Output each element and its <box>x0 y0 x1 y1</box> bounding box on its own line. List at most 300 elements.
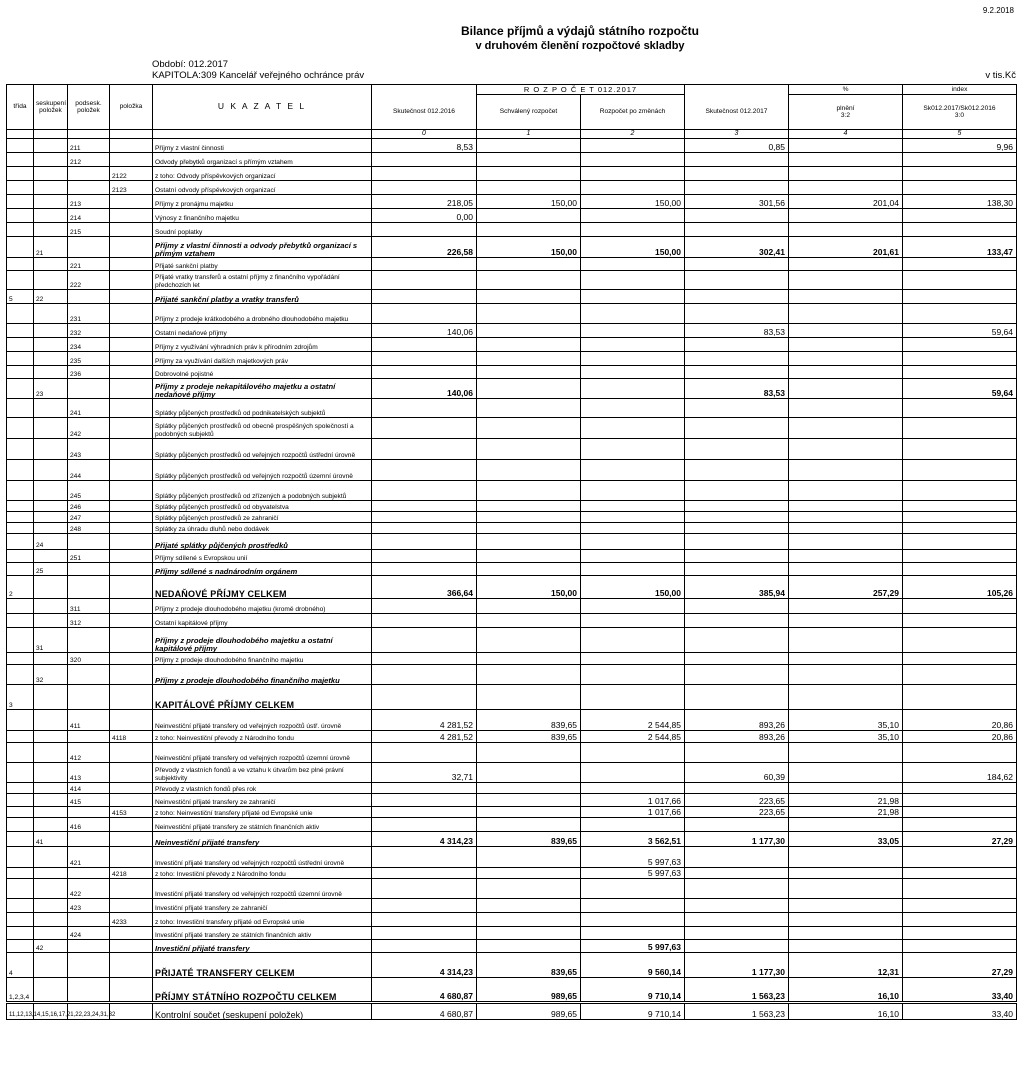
report-date: 9.2.2018 <box>982 6 1014 15</box>
cell-skutecnost-2017 <box>685 181 789 195</box>
cell-seskupeni <box>34 439 68 460</box>
cell-trida <box>7 209 34 223</box>
table-row <box>7 290 1017 304</box>
cell-plneni <box>789 271 903 290</box>
col-header-skutecnost-2016: Skutečnost 012.2016 <box>372 95 477 130</box>
cell-index <box>903 399 1017 418</box>
cell-po-zmenach: 150,00 <box>581 576 685 599</box>
cell-ukazatel: z toho: Investiční transfery přijaté od Evropské unie <box>153 913 372 927</box>
cell-trida <box>7 731 34 743</box>
cell-trida <box>7 534 34 550</box>
cell-seskupeni: 23 <box>34 379 68 399</box>
cell-podseskupeni <box>68 167 110 181</box>
col-number-5: 5 <box>903 130 1017 139</box>
cell-seskupeni <box>34 710 68 731</box>
cell-index <box>903 534 1017 550</box>
cell-polozka <box>110 614 153 628</box>
cell-ukazatel: Příjmy z prodeje dlouhodobého majetku (kromě drobného) <box>153 599 372 614</box>
cell-index: 20,86 <box>903 710 1017 731</box>
cell-plneni <box>789 847 903 868</box>
cell-trida <box>7 665 34 685</box>
cell-seskupeni <box>34 366 68 379</box>
cell-plneni <box>789 460 903 481</box>
cell-schvaleny <box>477 868 581 879</box>
col-number-2: 2 <box>581 130 685 139</box>
cell-index <box>903 685 1017 710</box>
cell-po-zmenach <box>581 685 685 710</box>
cell-ukazatel: Příjmy z prodeje krátkodobého a drobného dlouhodobého majetku <box>153 304 372 324</box>
cell-schvaleny <box>477 614 581 628</box>
cell-plneni <box>789 653 903 665</box>
table-row <box>7 818 1017 832</box>
cell-polozka <box>110 783 153 794</box>
cell-trida <box>7 614 34 628</box>
cell-schvaleny <box>477 418 581 439</box>
cell-polozka <box>110 763 153 783</box>
table-body <box>7 139 1017 1020</box>
cell-skutecnost-2016 <box>372 940 477 953</box>
cell-skutecnost-2016 <box>372 399 477 418</box>
cell-index <box>903 807 1017 818</box>
cell-podseskupeni <box>68 563 110 576</box>
cell-polozka <box>110 153 153 167</box>
col-header-trida: třída <box>7 85 34 130</box>
table-row <box>7 879 1017 899</box>
cell-plneni <box>789 523 903 534</box>
cell-skutecnost-2016 <box>372 818 477 832</box>
cell-trida <box>7 167 34 181</box>
cell-podseskupeni: 231 <box>68 304 110 324</box>
cell-ukazatel: Přijaté vratky transferů a ostatní příjmy z finančního vypořádání předchozích let <box>153 271 372 290</box>
cell-podseskupeni: 413 <box>68 763 110 783</box>
cell-seskupeni <box>34 512 68 523</box>
cell-ukazatel: Splátky půjčených prostředků od zřízených a podobných subjektů <box>153 481 372 501</box>
cell-skutecnost-2016 <box>372 523 477 534</box>
col-header-po-zmenach: Rozpočet po změnách <box>581 95 685 130</box>
cell-seskupeni <box>34 258 68 271</box>
cell-schvaleny: 839,65 <box>477 953 581 978</box>
cell-polozka <box>110 338 153 352</box>
cell-plneni: 16,10 <box>789 978 903 1003</box>
cell-podseskupeni <box>68 576 110 599</box>
table-row <box>7 953 1017 978</box>
cell-plneni <box>789 139 903 153</box>
cell-po-zmenach <box>581 599 685 614</box>
cell-skutecnost-2016: 0,00 <box>372 209 477 223</box>
cell-polozka <box>110 653 153 665</box>
report-unit: v tis.Kč <box>985 70 1016 81</box>
cell-skutecnost-2017: 223,65 <box>685 794 789 807</box>
cell-schvaleny <box>477 481 581 501</box>
cell-schvaleny <box>477 628 581 653</box>
cell-podseskupeni <box>68 379 110 399</box>
cell-seskupeni <box>34 209 68 223</box>
cell-polozka <box>110 352 153 366</box>
table-row <box>7 304 1017 324</box>
cell-podseskupeni: 422 <box>68 879 110 899</box>
cell-index: 133,47 <box>903 237 1017 258</box>
cell-schvaleny <box>477 794 581 807</box>
cell-polozka <box>110 794 153 807</box>
cell-trida <box>7 879 34 899</box>
cell-index <box>903 879 1017 899</box>
cell-skutecnost-2016: 4 680,87 <box>372 1003 477 1020</box>
cell-polozka <box>110 379 153 399</box>
cell-podseskupeni: 234 <box>68 338 110 352</box>
cell-plneni <box>789 550 903 563</box>
cell-skutecnost-2016 <box>372 614 477 628</box>
table-row <box>7 783 1017 794</box>
cell-seskupeni: 21 <box>34 237 68 258</box>
cell-ukazatel: Příjmy z využívání výhradních práv k přírodním zdrojům <box>153 338 372 352</box>
cell-skutecnost-2017: 893,26 <box>685 731 789 743</box>
cell-seskupeni <box>34 523 68 534</box>
cell-podseskupeni: 311 <box>68 599 110 614</box>
cell-trida: 11,12,13,14,15,16,17,21,22,23,24,31,32 <box>7 1003 34 1020</box>
cell-polozka: 4153 <box>110 807 153 818</box>
cell-skutecnost-2016: 140,06 <box>372 324 477 338</box>
report-chapter: KAPITOLA:309 Kancelář veřejného ochránce práv <box>152 70 365 81</box>
cell-skutecnost-2017 <box>685 783 789 794</box>
cell-skutecnost-2017: 1 563,23 <box>685 1003 789 1020</box>
cell-polozka <box>110 899 153 913</box>
cell-schvaleny <box>477 563 581 576</box>
cell-skutecnost-2017 <box>685 418 789 439</box>
table-row <box>7 665 1017 685</box>
cell-seskupeni <box>34 481 68 501</box>
col-number-1: 1 <box>477 130 581 139</box>
cell-po-zmenach <box>581 290 685 304</box>
cell-trida <box>7 794 34 807</box>
cell-seskupeni <box>34 338 68 352</box>
cell-ukazatel: Splátky půjčených prostředků od veřejných rozpočtů ústřední úrovně <box>153 439 372 460</box>
cell-ukazatel: Ostatní nedaňové příjmy <box>153 324 372 338</box>
cell-podseskupeni: 248 <box>68 523 110 534</box>
cell-seskupeni <box>34 399 68 418</box>
cell-skutecnost-2017 <box>685 818 789 832</box>
cell-podseskupeni <box>68 953 110 978</box>
cell-schvaleny <box>477 653 581 665</box>
cell-index <box>903 460 1017 481</box>
table-row <box>7 685 1017 710</box>
cell-po-zmenach: 9 710,14 <box>581 978 685 1003</box>
cell-skutecnost-2016 <box>372 927 477 940</box>
cell-po-zmenach <box>581 181 685 195</box>
cell-skutecnost-2017 <box>685 338 789 352</box>
cell-skutecnost-2016 <box>372 685 477 710</box>
cell-index <box>903 366 1017 379</box>
cell-po-zmenach <box>581 324 685 338</box>
report-title-block <box>330 24 830 54</box>
cell-po-zmenach <box>581 563 685 576</box>
cell-skutecnost-2016 <box>372 665 477 685</box>
table-row <box>7 832 1017 847</box>
cell-plneni <box>789 868 903 879</box>
cell-polozka <box>110 324 153 338</box>
cell-plneni <box>789 501 903 512</box>
cell-index <box>903 439 1017 460</box>
cell-seskupeni <box>34 501 68 512</box>
cell-plneni <box>789 763 903 783</box>
cell-trida <box>7 512 34 523</box>
cell-trida <box>7 743 34 763</box>
cell-seskupeni <box>34 167 68 181</box>
cell-trida <box>7 807 34 818</box>
cell-ukazatel: Splátky půjčených prostředků od obecně prospěšných společností a podobných subjektů <box>153 418 372 439</box>
cell-trida <box>7 653 34 665</box>
cell-ukazatel: Ostatní odvody příspěvkových organizací <box>153 181 372 195</box>
cell-podseskupeni: 412 <box>68 743 110 763</box>
cell-po-zmenach <box>581 418 685 439</box>
cell-polozka <box>110 710 153 731</box>
cell-ukazatel: Kontrolní součet (seskupení položek) <box>153 1003 372 1020</box>
cell-skutecnost-2016: 4 281,52 <box>372 710 477 731</box>
plneni-formula: 3:2 <box>840 112 851 119</box>
cell-polozka <box>110 927 153 940</box>
cell-schvaleny <box>477 460 581 481</box>
cell-ukazatel: Splátky půjčených prostředků od veřejných rozpočtů územní úrovně <box>153 460 372 481</box>
cell-ukazatel: Příjmy sdílené s nadnárodním orgánem <box>153 563 372 576</box>
cell-ukazatel: Neinvestiční přijaté transfery ze zahraničí <box>153 794 372 807</box>
cell-plneni: 35,10 <box>789 731 903 743</box>
cell-schvaleny <box>477 352 581 366</box>
table-row <box>7 379 1017 399</box>
cell-ukazatel: Investiční přijaté transfery od veřejných rozpočtů ústřední úrovně <box>153 847 372 868</box>
cell-schvaleny <box>477 665 581 685</box>
cell-po-zmenach <box>581 258 685 271</box>
cell-skutecnost-2017: 385,94 <box>685 576 789 599</box>
cell-plneni <box>789 818 903 832</box>
cell-polozka <box>110 223 153 237</box>
cell-schvaleny <box>477 399 581 418</box>
cell-po-zmenach <box>581 783 685 794</box>
cell-skutecnost-2017: 83,53 <box>685 324 789 338</box>
cell-skutecnost-2016: 4 680,87 <box>372 978 477 1003</box>
cell-trida <box>7 223 34 237</box>
cell-podseskupeni: 214 <box>68 209 110 223</box>
cell-podseskupeni: 421 <box>68 847 110 868</box>
cell-plneni <box>789 743 903 763</box>
cell-index: 9,96 <box>903 139 1017 153</box>
cell-polozka <box>110 818 153 832</box>
index-formula: 3:0 <box>954 112 965 119</box>
cell-polozka <box>110 832 153 847</box>
cell-podseskupeni: 411 <box>68 710 110 731</box>
cell-ukazatel: Příjmy sdílené s Evropskou unií <box>153 550 372 563</box>
table-row <box>7 550 1017 563</box>
cell-index <box>903 628 1017 653</box>
cell-ukazatel: z toho: Neinvestiční převody z Národního fondu <box>153 731 372 743</box>
cell-po-zmenach <box>581 338 685 352</box>
cell-po-zmenach: 2 544,85 <box>581 710 685 731</box>
cell-seskupeni <box>34 818 68 832</box>
table-row <box>7 978 1017 1003</box>
cell-skutecnost-2016 <box>372 481 477 501</box>
cell-plneni <box>789 913 903 927</box>
table-row <box>7 352 1017 366</box>
cell-po-zmenach <box>581 628 685 653</box>
table-row <box>7 614 1017 628</box>
cell-seskupeni <box>34 783 68 794</box>
cell-podseskupeni: 244 <box>68 460 110 481</box>
cell-skutecnost-2016 <box>372 913 477 927</box>
table-row <box>7 940 1017 953</box>
cell-skutecnost-2016 <box>372 879 477 899</box>
cell-index: 59,64 <box>903 324 1017 338</box>
cell-po-zmenach <box>581 818 685 832</box>
cell-skutecnost-2017 <box>685 899 789 913</box>
table-row <box>7 534 1017 550</box>
cell-schvaleny <box>477 324 581 338</box>
cell-ukazatel: Příjmy z vlastní činnosti <box>153 139 372 153</box>
cell-seskupeni: 31 <box>34 628 68 653</box>
cell-po-zmenach: 9 710,14 <box>581 1003 685 1020</box>
cell-skutecnost-2016 <box>372 899 477 913</box>
cell-skutecnost-2016 <box>372 550 477 563</box>
cell-schvaleny: 839,65 <box>477 710 581 731</box>
cell-skutecnost-2016: 32,71 <box>372 763 477 783</box>
cell-skutecnost-2017 <box>685 628 789 653</box>
cell-ukazatel: z toho: Neinvestiční transfery přijaté od Evropské unie <box>153 807 372 818</box>
cell-skutecnost-2017: 302,41 <box>685 237 789 258</box>
cell-index: 33,40 <box>903 1003 1017 1020</box>
cell-ukazatel: z toho: Odvody příspěvkových organizací <box>153 167 372 181</box>
cell-schvaleny <box>477 927 581 940</box>
cell-plneni <box>789 685 903 710</box>
cell-polozka <box>110 418 153 439</box>
table-row <box>7 501 1017 512</box>
cell-po-zmenach: 2 544,85 <box>581 731 685 743</box>
cell-polozka <box>110 550 153 563</box>
cell-polozka <box>110 628 153 653</box>
cell-schvaleny <box>477 209 581 223</box>
cell-skutecnost-2017: 301,56 <box>685 195 789 209</box>
col-header-ukazatel: U K A Z A T E L <box>153 85 372 130</box>
cell-plneni <box>789 927 903 940</box>
cell-trida <box>7 271 34 290</box>
col-group-index: index <box>903 85 1017 95</box>
cell-skutecnost-2016 <box>372 153 477 167</box>
cell-skutecnost-2017 <box>685 481 789 501</box>
cell-schvaleny <box>477 181 581 195</box>
cell-polozka: 2123 <box>110 181 153 195</box>
cell-schvaleny <box>477 550 581 563</box>
cell-schvaleny: 989,65 <box>477 1003 581 1020</box>
cell-schvaleny <box>477 167 581 181</box>
cell-po-zmenach: 150,00 <box>581 195 685 209</box>
cell-po-zmenach: 5 997,63 <box>581 940 685 953</box>
cell-skutecnost-2017: 893,26 <box>685 710 789 731</box>
cell-podseskupeni: 423 <box>68 899 110 913</box>
cell-index <box>903 913 1017 927</box>
cell-polozka <box>110 209 153 223</box>
cell-index: 138,30 <box>903 195 1017 209</box>
cell-plneni <box>789 352 903 366</box>
cell-skutecnost-2017 <box>685 847 789 868</box>
cell-schvaleny <box>477 847 581 868</box>
cell-seskupeni <box>34 223 68 237</box>
col-header-schvaleny: Schválený rozpočet <box>477 95 581 130</box>
cell-skutecnost-2016: 218,05 <box>372 195 477 209</box>
table-row <box>7 576 1017 599</box>
cell-po-zmenach <box>581 153 685 167</box>
cell-index <box>903 847 1017 868</box>
cell-ukazatel: Přijaté sankční platby <box>153 258 372 271</box>
cell-index: 184,62 <box>903 763 1017 783</box>
cell-ukazatel: Splátky půjčených prostředků od podnikatelských subjektů <box>153 399 372 418</box>
cell-podseskupeni <box>68 628 110 653</box>
cell-po-zmenach: 9 560,14 <box>581 953 685 978</box>
cell-seskupeni: 25 <box>34 563 68 576</box>
cell-plneni <box>789 366 903 379</box>
cell-seskupeni <box>34 550 68 563</box>
cell-podseskupeni: 320 <box>68 653 110 665</box>
cell-po-zmenach <box>581 523 685 534</box>
cell-index <box>903 783 1017 794</box>
cell-skutecnost-2016 <box>372 460 477 481</box>
cell-ukazatel: Příjmy z pronájmu majetku <box>153 195 372 209</box>
cell-po-zmenach <box>581 653 685 665</box>
table-row <box>7 1003 1017 1020</box>
cell-seskupeni <box>34 195 68 209</box>
col-header-seskupeni: seskupení položek <box>34 85 68 130</box>
cell-skutecnost-2017 <box>685 685 789 710</box>
cell-seskupeni <box>34 418 68 439</box>
cell-index <box>903 418 1017 439</box>
cell-po-zmenach <box>581 512 685 523</box>
cell-ukazatel: Splátky za úhradu dluhů nebo dodávek <box>153 523 372 534</box>
table-row <box>7 418 1017 439</box>
report-period: Období: 012.2017 <box>152 59 229 70</box>
table-row <box>7 794 1017 807</box>
cell-ukazatel: PŘÍJMY STÁTNÍHO ROZPOČTU CELKEM <box>153 978 372 1003</box>
cell-polozka <box>110 501 153 512</box>
cell-seskupeni <box>34 743 68 763</box>
cell-plneni <box>789 258 903 271</box>
cell-index <box>903 223 1017 237</box>
cell-po-zmenach <box>581 743 685 763</box>
cell-podseskupeni <box>68 534 110 550</box>
cell-po-zmenach: 1 017,66 <box>581 807 685 818</box>
cell-skutecnost-2017 <box>685 153 789 167</box>
cell-polozka <box>110 366 153 379</box>
cell-seskupeni <box>34 324 68 338</box>
cell-skutecnost-2016 <box>372 271 477 290</box>
cell-polozka <box>110 195 153 209</box>
cell-trida <box>7 940 34 953</box>
cell-schvaleny <box>477 818 581 832</box>
cell-trida <box>7 439 34 460</box>
cell-trida <box>7 899 34 913</box>
cell-plneni <box>789 599 903 614</box>
cell-ukazatel: Příjmy z prodeje dlouhodobého majetku a ostatní kapitálové příjmy <box>153 628 372 653</box>
cell-skutecnost-2016 <box>372 868 477 879</box>
cell-index <box>903 927 1017 940</box>
cell-podseskupeni: 247 <box>68 512 110 523</box>
report-title: Bilance příjmů a výdajů státního rozpočtu <box>460 24 700 38</box>
cell-skutecnost-2016 <box>372 258 477 271</box>
cell-po-zmenach <box>581 614 685 628</box>
table-row <box>7 743 1017 763</box>
cell-trida <box>7 763 34 783</box>
cell-skutecnost-2017 <box>685 550 789 563</box>
cell-polozka <box>110 290 153 304</box>
plneni-label: plnění <box>836 104 855 112</box>
cell-seskupeni: 32 <box>34 665 68 685</box>
cell-skutecnost-2017 <box>685 512 789 523</box>
col-header-plneni <box>789 95 903 130</box>
cell-trida <box>7 352 34 366</box>
